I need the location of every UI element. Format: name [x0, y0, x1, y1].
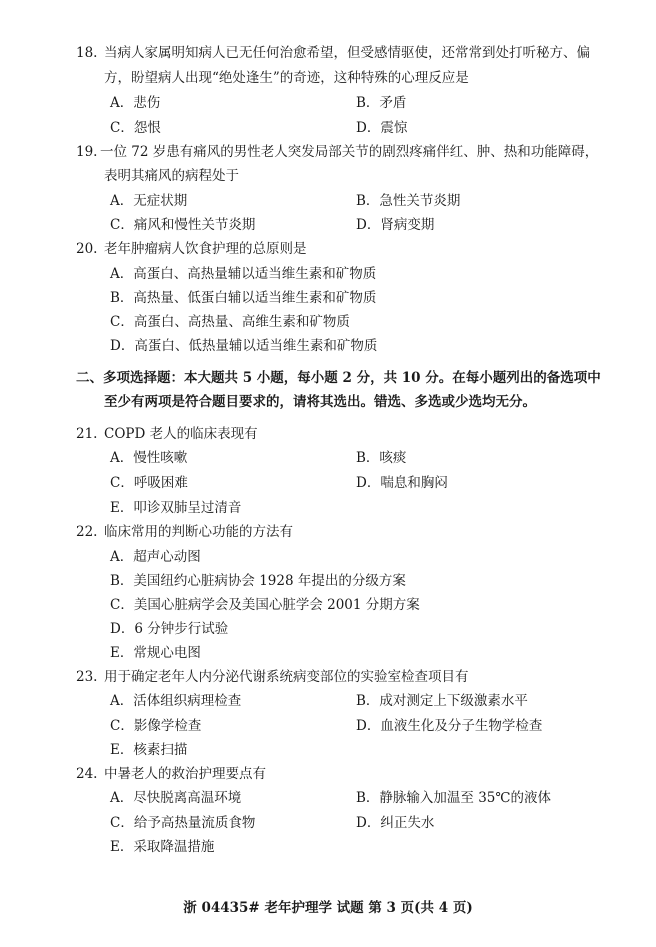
q24-option-c: C．给予高热量流质食物: [110, 815, 256, 831]
q19-option-d: D．肾病变期: [356, 217, 435, 233]
q18-option-c: C．怨恨: [110, 120, 161, 136]
q19-stem-line1: 一位 72 岁患有痛风的男性老人突发局部关节的剧烈疼痛伴红、肿、热和功能障碍，: [100, 144, 599, 160]
q23-option-e: E．核素扫描: [110, 742, 188, 758]
q24-option-d: D．纠正失水: [356, 815, 435, 831]
q22-option-b: B．美国纽约心脏病协会 1928 年提出的分级方案: [110, 573, 406, 589]
q22-stem-line1: 临床常用的判断心功能的方法有: [104, 524, 293, 540]
q21-option-c: C．呼吸困难: [110, 475, 188, 491]
q19-number: 19.: [76, 144, 98, 160]
section2-heading-line1: 二、多项选择题：本大题共 5 小题，每小题 2 分，共 10 分。在每小题列出的备选项中: [76, 370, 601, 386]
q21-option-d: D．喘息和胸闷: [356, 475, 448, 491]
q19-option-c: C．痛风和慢性关节炎期: [110, 217, 256, 233]
q19-stem-line2: 表明其痛风的病程处于: [104, 168, 239, 184]
q23-option-c: C．影像学检查: [110, 718, 202, 734]
q18-option-d: D．震惊: [356, 120, 408, 136]
q21-stem-line1: COPD 老人的临床表现有: [104, 426, 258, 442]
q23-option-d: D．血液生化及分子生物学检查: [356, 718, 543, 734]
q24-option-e: E．采取降温措施: [110, 839, 215, 855]
q23-option-a: A．活体组织病理检查: [110, 693, 242, 709]
q21-number: 21.: [76, 426, 98, 442]
q23-stem-line1: 用于确定老年人内分泌代谢系统病变部位的实验室检查项目有: [104, 669, 469, 685]
q21-option-a: A．慢性咳嗽: [110, 450, 188, 466]
q22-option-e: E．常规心电图: [110, 645, 201, 661]
q22-option-d: D．6 分钟步行试验: [110, 621, 229, 637]
q18-stem-line2: 方，盼望病人出现“绝处逢生”的奇迹，这种特殊的心理反应是: [104, 70, 469, 86]
q20-number: 20.: [76, 241, 98, 257]
q22-option-c: C．美国心脏病学会及美国心脏学会 2001 分期方案: [110, 597, 420, 613]
section2-heading-line2: 至少有两项是符合题目要求的，请将其选出。错选、多选或少选均无分。: [104, 394, 536, 410]
q19-option-a: A．无症状期: [110, 193, 188, 209]
q24-option-a: A．尽快脱离高温环境: [110, 790, 242, 806]
q20-option-b: B．高热量、低蛋白辅以适当维生素和矿物质: [110, 290, 377, 306]
q20-option-c: C．高蛋白、高热量、高维生素和矿物质: [110, 314, 350, 330]
q24-stem-line1: 中暑老人的救治护理要点有: [104, 766, 266, 782]
q24-option-b: B．静脉输入加温至 35℃的液体: [356, 790, 551, 806]
q20-option-a: A．高蛋白、高热量辅以适当维生素和矿物质: [110, 266, 377, 282]
q18-number: 18.: [76, 45, 98, 61]
q23-option-b: B．成对测定上下级激素水平: [356, 693, 528, 709]
q18-stem-line1: 当病人家属明知病人已无任何治愈希望，但受感情驱使，还常常到处打听秘方、偏: [104, 45, 590, 61]
q22-number: 22.: [76, 524, 98, 540]
q22-option-a: A．超声心动图: [110, 549, 201, 565]
q19-option-b: B．急性关节炎期: [356, 193, 461, 209]
q18-option-b: B．矛盾: [356, 95, 407, 111]
q21-option-e: E．叩诊双肺呈过清音: [110, 500, 242, 516]
q24-number: 24.: [76, 766, 98, 782]
page-footer: 浙 04435# 老年护理学 试题 第 3 页(共 4 页): [183, 900, 473, 916]
q23-number: 23.: [76, 669, 98, 685]
q18-option-a: A．悲伤: [110, 95, 161, 111]
q20-option-d: D．高蛋白、低热量辅以适当维生素和矿物质: [110, 338, 378, 354]
q21-option-b: B．咳痰: [356, 450, 407, 466]
q20-stem-line1: 老年肿瘤病人饮食护理的总原则是: [104, 241, 307, 257]
